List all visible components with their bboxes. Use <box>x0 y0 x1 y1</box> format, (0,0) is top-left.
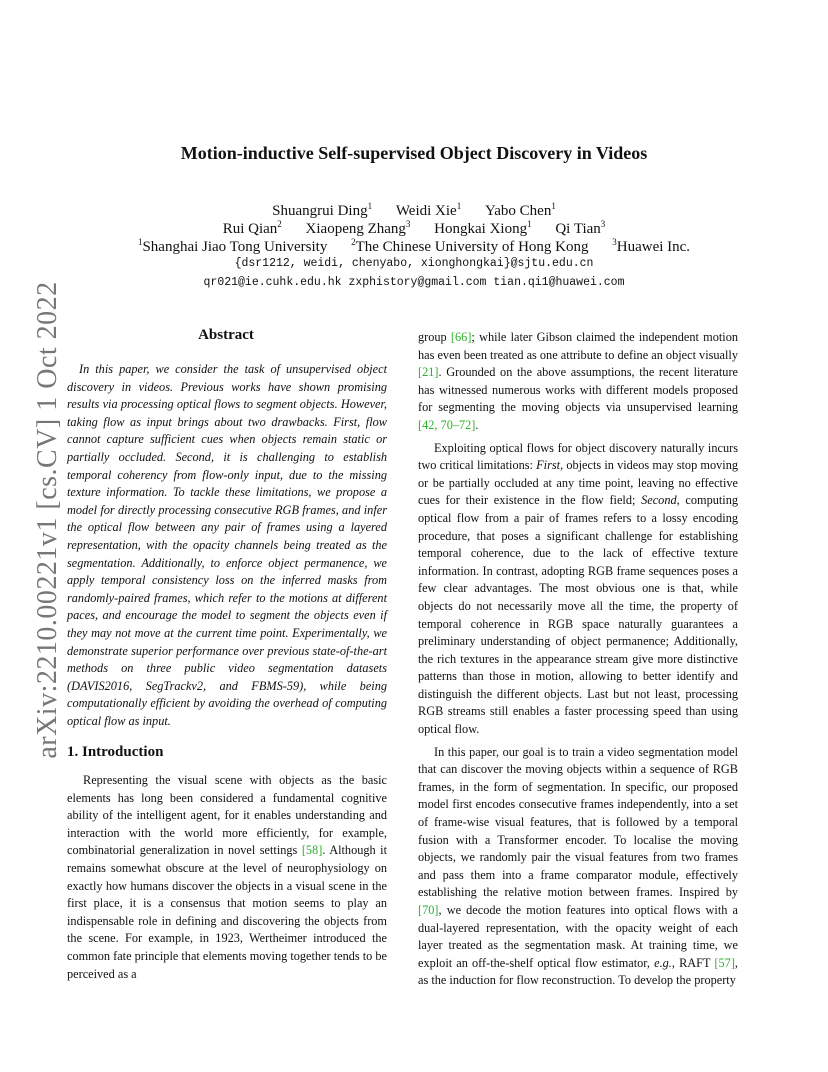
introduction-body <box>67 772 387 983</box>
citation-link[interactable]: [70] <box>418 903 439 917</box>
paper-title: Motion-inductive Self-supervised Object Discovery in Videos <box>180 143 648 163</box>
author-name: Hongkai Xiong$^1$ <box>434 219 532 237</box>
citation-link[interactable]: [66] <box>450 330 472 344</box>
citation-link[interactable]: [57] <box>714 955 735 970</box>
affiliation: $^2$The Chinese University of Hong Kong <box>351 237 589 255</box>
author-name: Shuangrui Ding$^1$ <box>272 201 373 219</box>
paragraph-limitations: Exploiting optical flows for object discovery naturally incurs two critical limitations: First, objects in videos may stop moving or be partially occluded at any time point, leaving no effective cues for their existence in the flow field; Second, computing optical flow from a pair of frames refers to a lossy encoding procedure, that poses a significant challenge for establishing temporal coherence, due to the lack of effective texture information. In contrast, adopting RGB frame sequences poses a few clear advantages. The most obvious one is that, while objects do not necessarily move all the time, the property of temporal coherence in RGB space naturally guarantees a preliminary understanding of object permanence; Additionally, the rich textures in the appearance stream give more distinctive patterns than those in motion, allowing to better identify and distinguish the different objects. Last but not least, processing RGB streams still enables a faster processing speed than using optical flow. <box>418 440 738 737</box>
author-name: Yabo Chen$^1$ <box>484 201 556 219</box>
right-column <box>418 329 738 990</box>
author-name: Qi Tian$^3$ <box>555 219 606 237</box>
email-line-1: {dsr1212, weidi, chenyabo, xionghongkai}@sjtu.edu.cn <box>234 257 594 270</box>
intro-paragraph: Representing the visual scene with objects as the basic elements has long been considered a fundamental cognitive ability of the intelligent agent, for it enables understanding and interaction with the world more efficiently, for example, combinatorial generalization in novel settings [58]. Although it remains somewhat obscure at the level of neurophysiology on exactly how humans discover the objects in a visual scene in the first place, it is a consensus that motion seems to play an indispensable role in defining and discovering the objects from the scene. For example, in 1923, Wertheimer introduced the common fate principle that elements moving together tends to be perceived as a <box>67 773 387 981</box>
email-line-2: qr021@ie.cuhk.edu.hk zxphistory@gmail.com tian.qi1@huawei.com <box>203 276 625 289</box>
citation-link[interactable]: [21] <box>418 365 439 380</box>
author-name: Rui Qian$^2$ <box>222 219 282 237</box>
author-name: Xiaopeng Zhang$^3$ <box>305 219 411 237</box>
affiliation: $^1$Shanghai Jiao Tong University <box>137 237 328 255</box>
author-name: Weidi Xie$^1$ <box>395 201 462 219</box>
abstract-body <box>67 361 387 730</box>
paragraph-continuation: group [66]; while later Gibson claimed the independent motion has even been treated as one attribute to define an object visually [21]. Grounded on the above assumptions, the recent literature has witnessed numerous works with different models proposed for segmenting the moving objects via unsupervised learning [42, 70–72]. <box>418 330 738 432</box>
affiliations <box>0 233 828 256</box>
abstract-text: In this paper, we consider the task of unsupervised object discovery in videos. Previous works have shown promising results via processing optical flows to segment objects. However, taking flow as input brings about two drawbacks. First, flow cannot capture sufficient cues when objects remain static or partially occluded. Second, it is challenging to establish temporal coherency from flow-only input, due to the missing texture information. To tackle these limitations, we propose a model for directly processing consecutive RGB frames, and infer the optical flow between any pair of frames using a layered representation, with the opacity channels being treated as the segmentation. Additionally, to enforce object permanence, we apply temporal consistency loss on the inferred masks from randomly-paired frames, which refer to the motions at different paces, and encourage the model to segment the objects even if they may not move at the current time point. Experimentally, we demonstrate superior performance over previous state-of-the-art methods on three public video segmentation datasets (DAVIS2016, SegTrackv2, and FBMS-59), while being computationally efficient by avoiding the overhead of computing optical flow as input. <box>67 362 387 728</box>
abstract-heading: Abstract <box>198 327 254 343</box>
paragraph-goal: In this paper, our goal is to train a video segmentation model that can discover the moving objects within a sequence of RGB frames, in the form of segmentation. In specific, our proposed model first encodes consecutive frames independently, into a set of frame-wise visual features, that is followed by a temporal fusion with a Transformer encoder. To localise the moving objects, we randomly pair the visual features from two frames and pass them into a frame comparator module, effectively establishing the relative motion between frames. Inspired by [70], we decode the motion features into optical flows with a dual-layered representation, with the opacity weight of each layer treated as the segmentation mask. At training time, we exploit an off-the-shelf optical flow estimator, e.g., RAFT [57], as the induction for flow reconstruction. To develop the property <box>418 744 738 988</box>
arxiv-side-identifier: arXiv:2210.00221v1 [cs.CV] 1 Oct 2022 <box>32 281 63 759</box>
introduction-heading: 1. Introduction <box>67 744 164 760</box>
citation-link[interactable]: [58] <box>301 843 323 858</box>
affiliation: $^3$Huawei Inc. <box>612 237 691 255</box>
citation-link[interactable]: [42, 70–72] <box>418 417 476 432</box>
